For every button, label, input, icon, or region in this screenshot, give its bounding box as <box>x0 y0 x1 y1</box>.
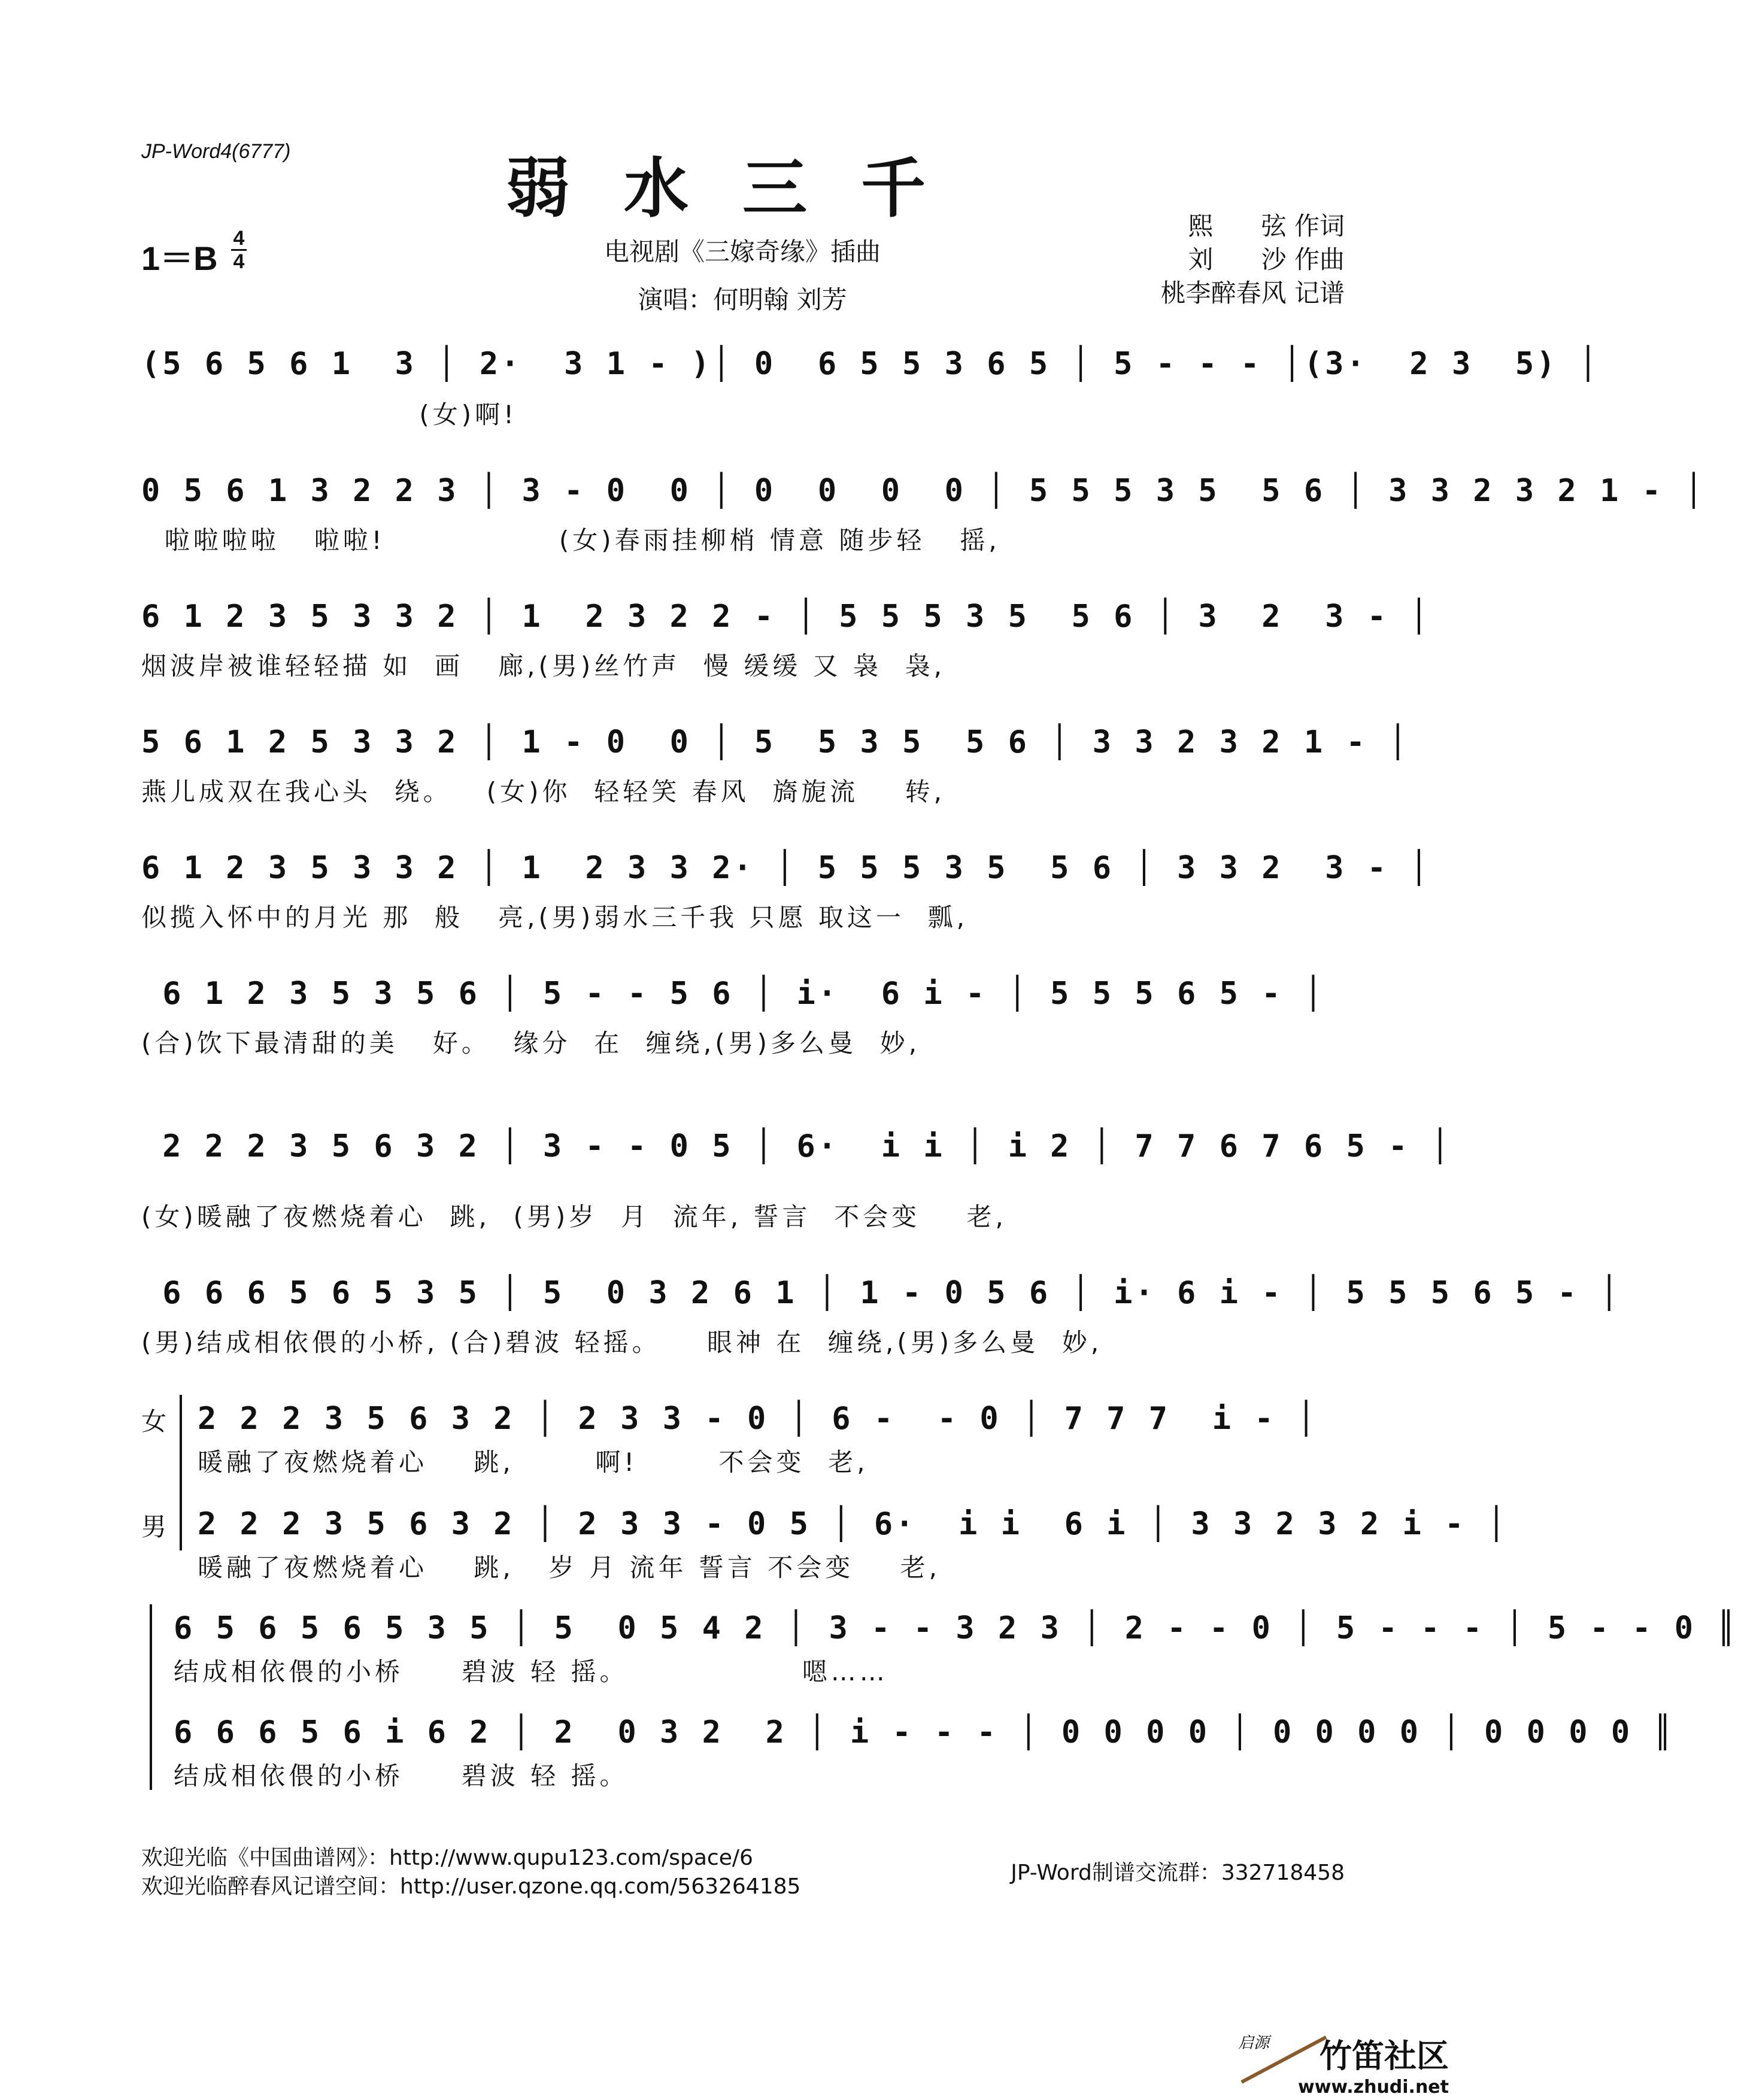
logo-url: www.zhudi.net <box>1298 2077 1449 2098</box>
key-signature: 1＝B <box>141 239 218 277</box>
notation-line-5: 6 1 2 3 5 3 3 2 │ 1 2 3 3 2· │ 5 5 5 3 5 5 6 │ 3 3 2 3 - │ <box>141 850 1431 886</box>
credits <box>1161 210 1345 310</box>
credit-transcriber: 桃李醉春风 记谱 <box>1160 278 1345 308</box>
page-title: 弱水三千 <box>505 151 979 226</box>
notation-line-1: (5 6 5 6 1 3 │ 2· 3 1 - )│ 0 6 5 5 3 6 5 │ 5 - - - │(3· 2 3 5) │ <box>141 346 1600 382</box>
credit-composer: 刘 沙 作曲 <box>1188 245 1345 274</box>
lyrics-line-9: 暖融了夜燃烧着心 跳, 啊! 不会变 老, <box>198 1447 869 1477</box>
system-bracket <box>180 1395 182 1550</box>
lyrics-line-4: 燕儿成双在我心头 绕。 (女)你 轻轻笑 春风 旖旎流 转, <box>141 777 946 806</box>
notation-line-2: 0 5 6 1 3 2 2 3 │ 3 - 0 0 │ 0 0 0 0 │ 5 5 5 3 5 5 6 │ 3 3 2 3 2 1 - │ <box>141 473 1706 509</box>
subtitle: 电视剧《三嫁奇缘》插曲 <box>603 237 881 266</box>
footer-link-2[interactable]: 欢迎光临醉春风记谱空间：http://user.qzone.qq.com/563264185 <box>141 1874 801 1899</box>
notation-line-3: 6 1 2 3 5 3 3 2 │ 1 2 3 2 2 - │ 5 5 5 3 5 5 6 │ 3 2 3 - │ <box>141 599 1431 635</box>
notation-line-9: 2 2 2 3 5 6 3 2 │ 2 3 3 - 0 │ 6 - - 0 │ 7 7 7 i - │ <box>198 1401 1318 1437</box>
lyrics-line-3: 烟波岸被谁轻轻描 如 画 廊,(男)丝竹声 慢 缓缓 又 袅 袅, <box>141 651 946 681</box>
notation-line-6: 6 1 2 3 5 3 5 6 │ 5 - - 5 6 │ i· 6 i - │ 5 5 5 6 5 - │ <box>141 976 1326 1012</box>
system-bracket-final <box>150 1604 152 1790</box>
lyrics-line-12: 结成相依偎的小桥 碧波 轻 摇。 <box>174 1761 629 1791</box>
time-signature-bottom: 4 <box>233 250 245 273</box>
site-logo <box>1237 2031 1449 2098</box>
lyrics-line-2: 啦啦啦啦 啦啦! (女)春雨挂柳梢 情意 随步轻 摇, <box>141 526 1000 555</box>
lyrics-line-8: (男)结成相依偎的小桥, (合)碧波 轻摇。 眼神 在 缠绕,(男)多么曼 妙, <box>141 1328 1103 1357</box>
notation-line-12: 6 6 6 5 6 i 6 2 │ 2 0 3 2 2 │ i - - - │ 0 0 0 0 │ 0 0 0 0 │ 0 0 0 0 ║ <box>174 1714 1675 1750</box>
notation-line-11: 6 5 6 5 6 5 3 5 │ 5 0 5 4 2 │ 3 - - 3 2 3 │ 2 - - 0 │ 5 - - - │ 5 - - 0 ║ <box>174 1610 1738 1646</box>
credit-lyricist: 熙 弦 作词 <box>1188 211 1345 241</box>
footer-links <box>141 1844 800 1901</box>
logo-tag: 启源 <box>1237 2034 1269 2052</box>
voice-label-female: 女 <box>141 1407 167 1436</box>
lyrics-line-5: 似揽入怀中的月光 那 般 亮,(男)弱水三千我 只愿 取这一 瓢, <box>141 903 968 932</box>
lyrics-line-11: 结成相依偎的小桥 碧波 轻 摇。 嗯…… <box>174 1657 888 1686</box>
footer-link-1[interactable]: 欢迎光临《中国曲谱网》：http://www.qupu123.com/space/6 <box>141 1846 753 1870</box>
notation-line-7: 2 2 2 3 5 6 3 2 │ 3 - - 0 5 │ 6· i i │ i 2 │ 7 7 6 7 6 5 - │ <box>141 1128 1452 1164</box>
notation-line-10: 2 2 2 3 5 6 3 2 │ 2 3 3 - 0 5 │ 6· i i 6 i │ 3 3 2 3 2 i - │ <box>198 1506 1509 1542</box>
lyrics-line-7: (女)暖融了夜燃烧着心 跳, (男)岁 月 流年, 誓言 不会变 老, <box>141 1202 1007 1231</box>
lyrics-line-10: 暖融了夜燃烧着心 跳, 岁 月 流年 誓言 不会变 老, <box>198 1553 941 1582</box>
time-signature-top: 4 <box>233 227 245 250</box>
software-version: JP-Word4(6777) <box>141 140 291 163</box>
singers: 演唱：何明翰 刘芳 <box>638 285 847 314</box>
lyrics-line-6: (合)饮下最清甜的美 好。 缘分 在 缠绕,(男)多么曼 妙, <box>141 1028 921 1058</box>
footer-group: JP-Word制谱交流群：332718458 <box>1011 1861 1345 1885</box>
voice-label-male: 男 <box>141 1512 167 1541</box>
notation-line-4: 5 6 1 2 5 3 3 2 │ 1 - 0 0 │ 5 5 3 5 5 6 │ 3 3 2 3 2 1 - │ <box>141 724 1410 760</box>
logo-name: 竹笛社区 <box>1320 2037 1449 2075</box>
notation-line-8: 6 6 6 5 6 5 3 5 │ 5 0 3 2 6 1 │ 1 - 0 5 6 │ i· 6 i - │ 5 5 5 6 5 - │ <box>141 1275 1621 1311</box>
lyrics-line-1: (女)啊! <box>141 400 518 429</box>
